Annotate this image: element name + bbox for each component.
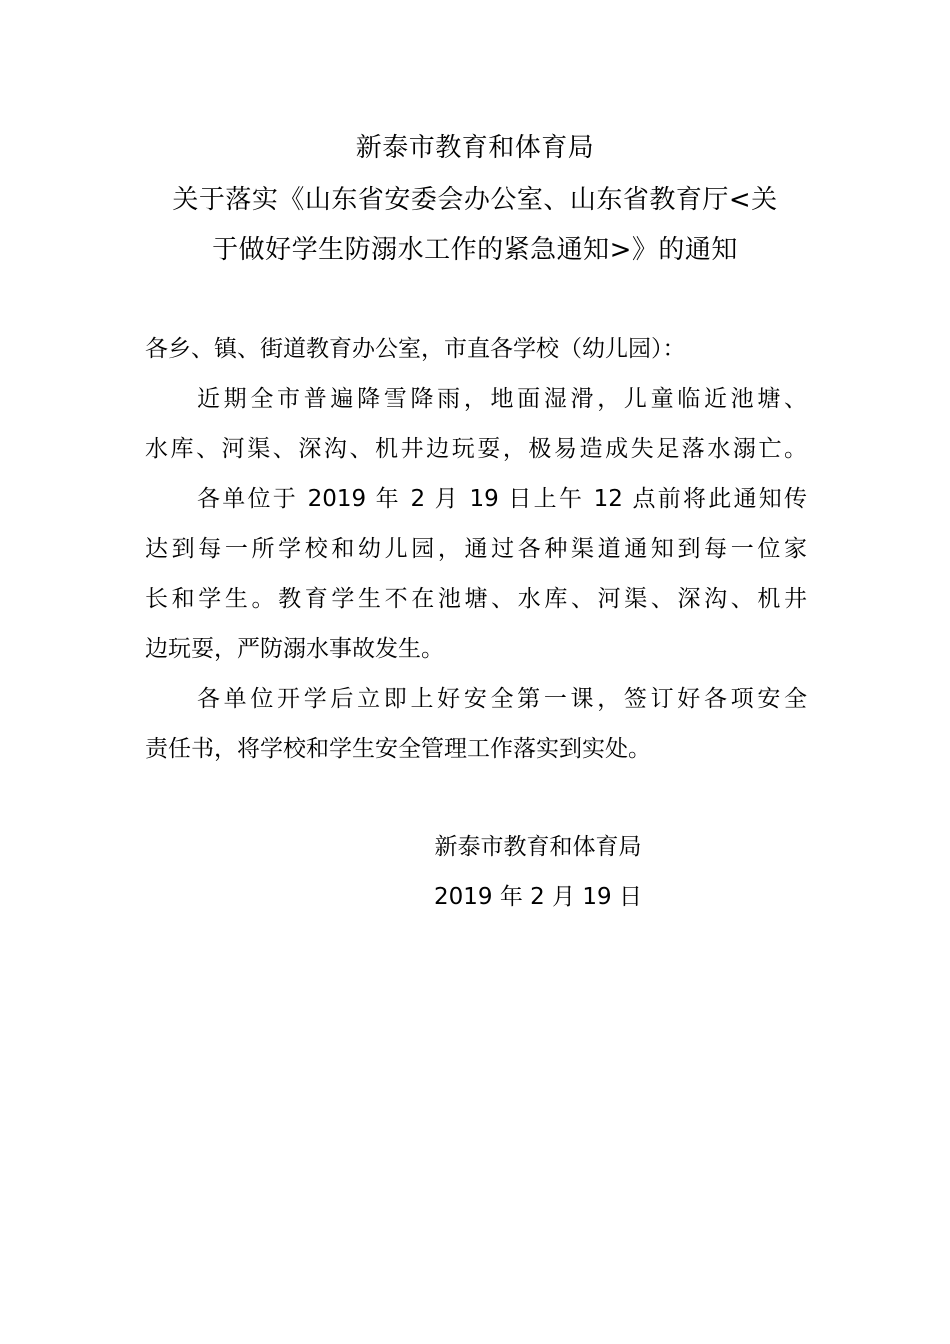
paragraph-2-line-4: 边玩耍，严防溺水事故发生。	[145, 636, 444, 662]
paragraph-3-line-1: 各单位开学后立即上好安全第一课，签订好各项安全	[197, 686, 807, 712]
paragraph-2-line-2: 达到每一所学校和幼儿园，通过各种渠道通知到每一位家	[145, 536, 807, 562]
paragraph-2-line-3: 长和学生。教育学生不在池塘、水库、河渠、深沟、机井	[145, 586, 807, 612]
paragraph-2-line-1: 各单位于 2019 年 2 月 19 日上午 12 点前将此通知传	[197, 486, 807, 512]
salutation: 各乡、镇、街道教育办公室，市直各学校（幼儿园）：	[145, 336, 686, 362]
paragraph-1-line-1: 近期全市普遍降雪降雨，地面湿滑，儿童临近池塘、	[197, 386, 807, 412]
paragraph-3-line-2: 责任书，将学校和学生安全管理工作落实到实处。	[145, 736, 651, 762]
paragraph-1-line-2: 水库、河渠、深沟、机井边玩耍，极易造成失足落水溺亡。	[145, 436, 807, 462]
title-line-3: 于做好学生防溺水工作的紧急通知>》的通知	[212, 235, 738, 265]
title-line-1: 新泰市教育和体育局	[355, 133, 595, 163]
title-line-2: 关于落实《山东省安委会办公室、山东省教育厅<关	[172, 185, 778, 215]
signature-issuer: 新泰市教育和体育局	[434, 834, 642, 860]
signature-date: 2019 年 2 月 19 日	[434, 884, 642, 910]
